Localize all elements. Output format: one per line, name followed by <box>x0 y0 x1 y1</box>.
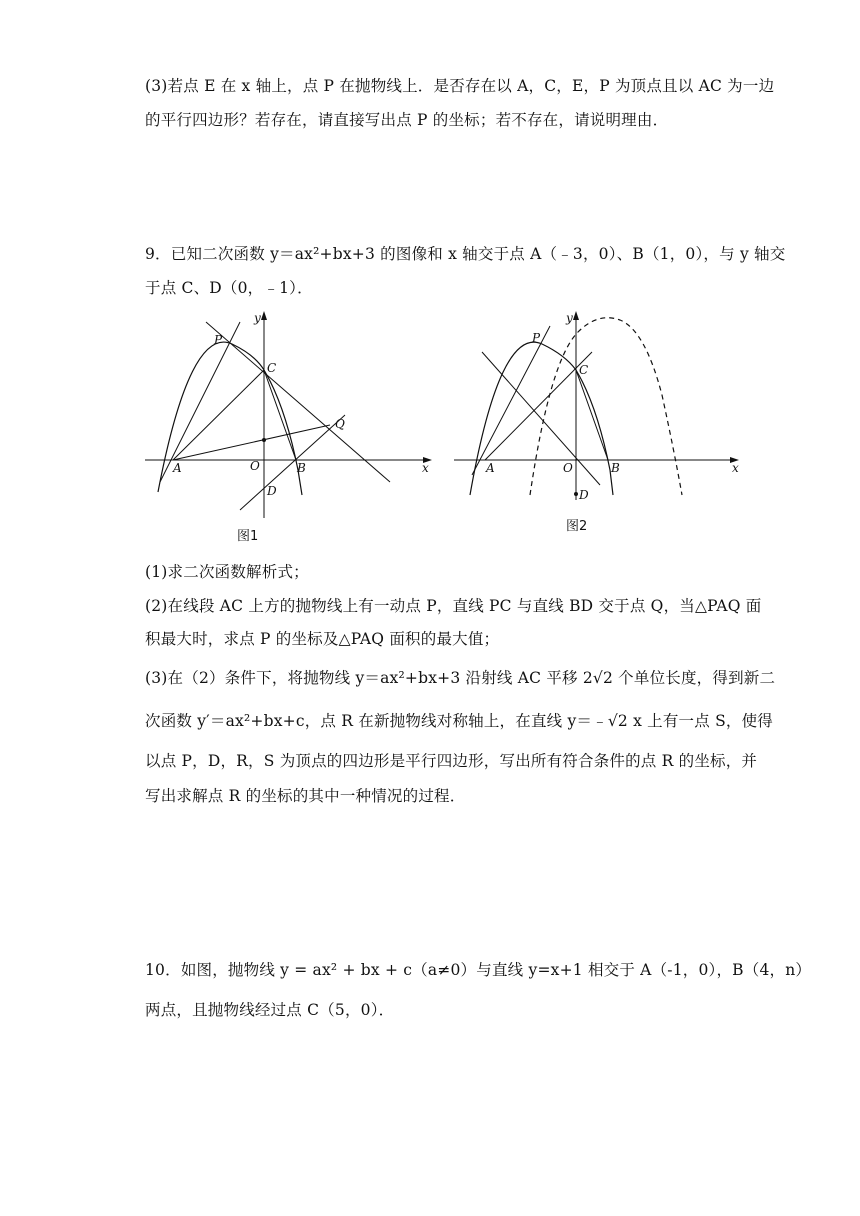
q9-part3-line4: 写出求解点 R 的坐标的其中一种情况的过程． <box>145 787 466 805</box>
label-c: C <box>267 361 277 375</box>
q9-part3-line2: 次函数 y′＝ax²+bx+c，点 R 在新抛物线对称轴上，在直线 y＝﹣√2 x 上有一点 S，使得 <box>145 712 774 730</box>
shifted-parabola-dashed <box>530 318 682 495</box>
label-b: B <box>611 461 620 475</box>
figure-2 <box>450 300 750 550</box>
line-ap <box>160 322 240 482</box>
label-d: D <box>267 484 277 498</box>
q9-intro-line2: 于点 C、D（0，﹣1）． <box>145 279 313 297</box>
label-y: y <box>566 311 573 325</box>
q9-part2-line2: 积最大时，求点 P 的坐标及△PAQ 面积的最大值； <box>145 630 500 648</box>
q9-part3-line3: 以点 P，D，R，S 为顶点的四边形是平行四边形，写出所有符合条件的点 R 的坐标，并 <box>145 752 758 770</box>
segment-cb <box>264 370 296 460</box>
label-p: P <box>214 333 223 347</box>
label-c: C <box>579 363 589 377</box>
figure-2-diagram <box>450 300 750 550</box>
label-q: Q <box>335 417 345 431</box>
label-o: O <box>563 461 573 475</box>
label-x: x <box>732 461 739 475</box>
figure-1-diagram <box>140 300 440 550</box>
segment-cb <box>576 370 608 460</box>
point-d-marker <box>574 492 578 496</box>
figure-2-caption: 图2 <box>566 519 588 534</box>
segment-aq <box>173 425 330 460</box>
label-d: D <box>579 488 589 502</box>
q9-intro-line1: 9．已知二次函数 y＝ax²+bx+3 的图像和 x 轴交于点 A（﹣3，0）、B（1，0），与 y 轴交 <box>145 245 786 263</box>
q8-part3-line1: (3)若点 E 在 x 轴上，点 P 在抛物线上．是否存在以 A，C，E，P 为顶点且以 AC 为一边 <box>145 77 775 95</box>
label-b: B <box>297 461 306 475</box>
label-a: A <box>486 461 495 475</box>
label-y: y <box>254 311 261 325</box>
label-x: x <box>422 461 429 475</box>
figure-1 <box>140 300 440 550</box>
label-p: P <box>532 331 541 345</box>
figure-1-caption: 图1 <box>237 529 259 544</box>
label-a: A <box>173 461 182 475</box>
q10-line2: 两点，且抛物线经过点 C（5，0）． <box>145 1001 395 1019</box>
point-marker <box>262 438 266 442</box>
q9-part3-line1: (3)在（2）条件下，将抛物线 y＝ax²+bx+3 沿射线 AC 平移 2√2 个单位长度，得到新二 <box>145 669 776 687</box>
y-axis-arrow <box>573 311 579 320</box>
line-ap <box>472 326 550 475</box>
q10-line1: 10．如图，抛物线 y = ax² + bx + c（a≠0）与直线 y=x+1 相交于 A（-1，0），B（4，n） <box>145 961 812 979</box>
y-axis-arrow <box>261 311 267 320</box>
q9-part2-line1: (2)在线段 AC 上方的抛物线上有一动点 P，直线 PC 与直线 BD 交于点 Q，当△PAQ 面 <box>145 597 762 615</box>
label-o: O <box>250 459 260 473</box>
q9-part1: (1)求二次函数解析式； <box>145 563 309 581</box>
q8-part3-line2: 的平行四边形？若存在，请直接写出点 P 的坐标；若不存在，请说明理由． <box>145 111 669 129</box>
